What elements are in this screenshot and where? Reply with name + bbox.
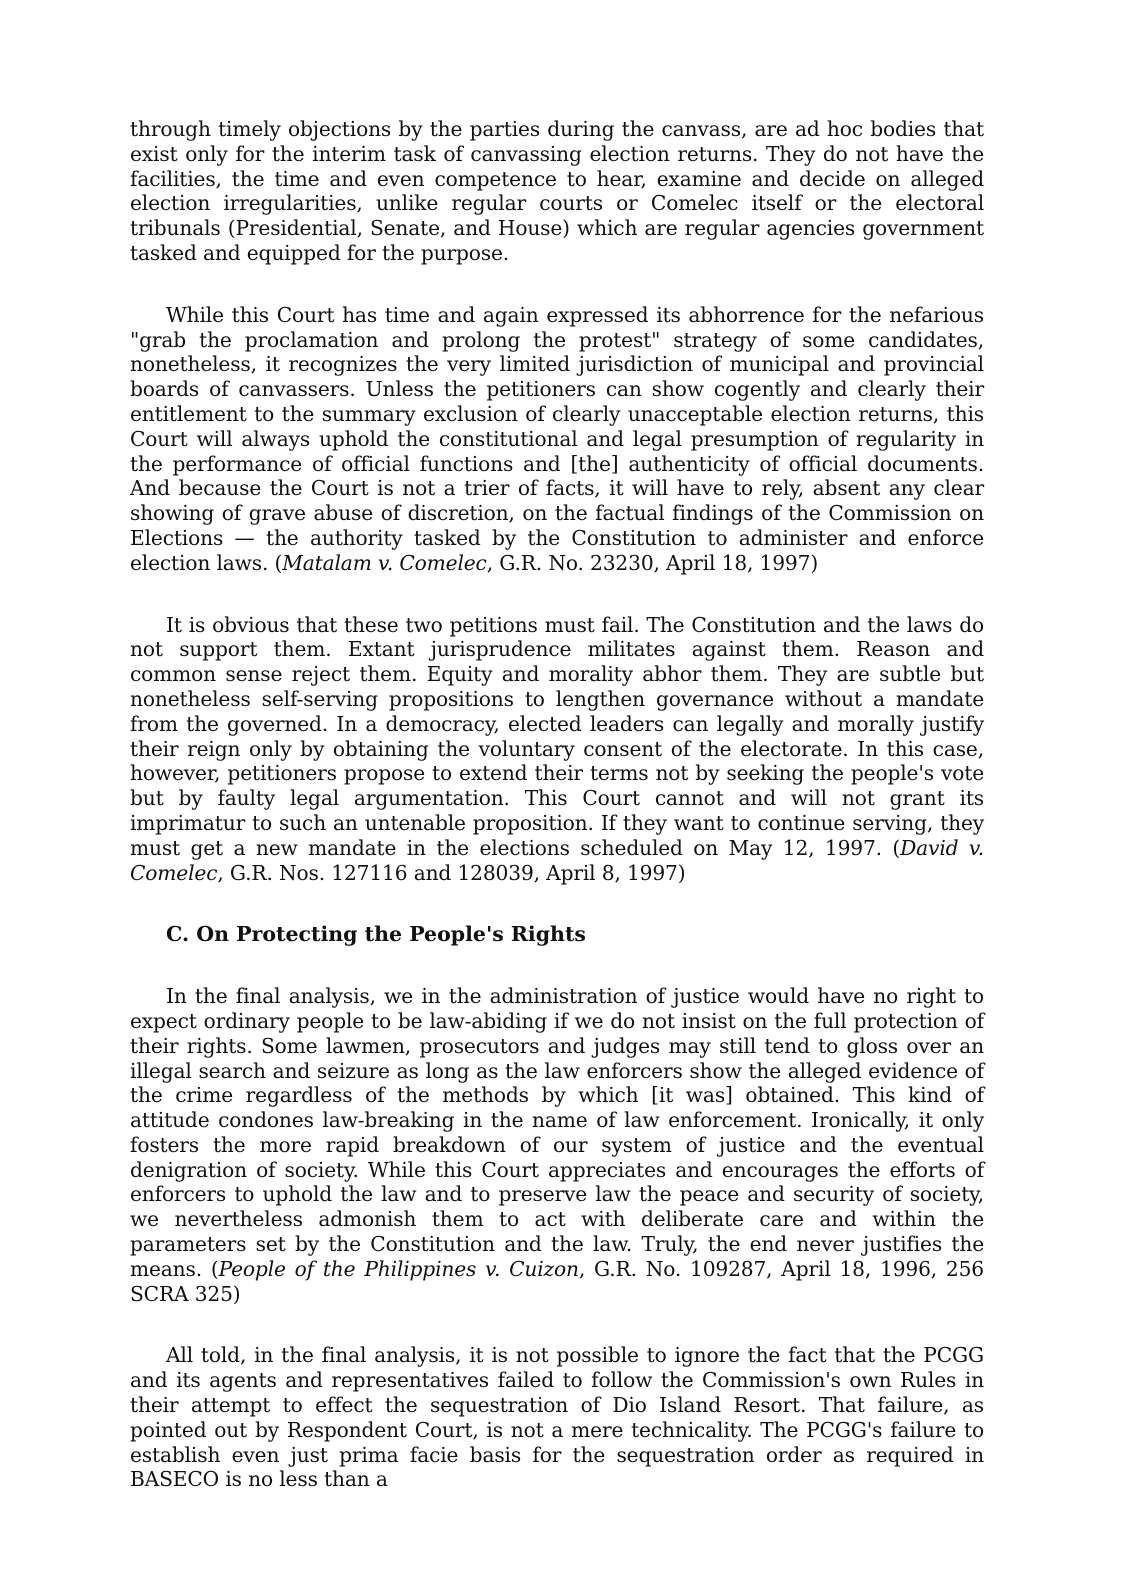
paragraph-5: All told, in the final analysis, it is not possible to ignore the fact that the PCGG and its agents and representatives failed to follow the Commission's own Rules in their attempt to effect the sequestration of Dio Island Resort. That failure, as pointed out by Respondent Court, is not a mere technicality. The PCGG's failure to establish even just prima facie basis for the sequestration order as required in BASECO is no less than a (130, 1343, 984, 1492)
paragraph-4-text: In the final analysis, we in the administration of justice would have no right to expect ordinary people to be law-abiding if we do not insist on the full protection of their rights. Some lawmen, prosecutors and judges may still tend to gloss over an illegal search and seizure as long as the law enforcers show the alleged evidence of the crime regardless of the methods by which [it was] obtained. This kind of attitude condones law-breaking in the name of law enforcement. Ironically, it only fosters the more rapid breakdown of our system of justice and the eventual denigration of society. While this Court appreciates and encourages the efforts of enforcers to uphold the law and to preserve law the peace and security of society, we nevertheless admonish them to act with deliberate care and within the parameters set by the Constitution and the law. Truly, the end never justifies the means. ( (130, 984, 984, 1281)
paragraph-2 (130, 303, 984, 576)
paragraph-3-cite: , G.R. Nos. 127116 and 128039, April 8, 1997) (217, 860, 686, 885)
paragraph-3 (130, 613, 984, 886)
section-heading: C. On Protecting the People's Rights (166, 922, 586, 947)
document-page (130, 117, 984, 1529)
paragraph-3-text: It is obvious that these two petitions must fail. The Constitution and the laws do not support them. Extant jurisprudence militates against them. Reason and common sense reject them. Equity and morality abhor them. They are subtle but nonetheless self-serving propositions to lengthen governance without a mandate from the governed. In a democracy, elected leaders can legally and morally justify their reign only by obtaining the voluntary consent of the electorate. In this case, however, petitioners propose to extend their terms not by seeking the people's vote but by faulty legal argumentation. This Court cannot and will not grant its imprimatur to such an untenable proposition. If they want to continue serving, they must get a new mandate in the elections scheduled on May 12, 1997. ( (130, 612, 984, 860)
paragraph-2-text: While this Court has time and again expressed its abhorrence for the nefarious "grab the proclamation and prolong the protest" strategy of some candidates, nonetheless, it recognizes the very limited jurisdiction of municipal and provincial boards of canvassers. Unless the petitioners can show cogently and clearly their entitlement to the summary exclusion of clearly unacceptable election returns, this Court will always uphold the constitutional and legal presumption of regularity in the performance of official functions and [the] authenticity of official documents. And because the Court is not a trier of facts, it will have to rely, absent any clear showing of grave abuse of discretion, on the factual findings of the Commission on Elections — the authority tasked by the Constitution to administer and enforce election laws. ( (130, 302, 984, 575)
paragraph-1: through timely objections by the parties during the canvass, are ad hoc bodies that exist only for the interim task of canvassing election returns. They do not have the facilities, the time and even competence to hear, examine and decide on alleged election irregularities, unlike regular courts or Comelec itself or the electoral tribunals (Presidential, Senate, and House) which are regular agencies government tasked and equipped for the purpose. (130, 117, 984, 265)
case-citation-cuizon: People of the Philippines v. Cuizon (218, 1256, 579, 1281)
case-citation-david: David v. Comelec (130, 835, 984, 885)
paragraph-4-cite: , G.R. No. 109287, April 18, 1996, 256 SCRA 325) (130, 1256, 984, 1306)
paragraph-4 (130, 984, 984, 1306)
case-citation-matalam: Matalam v. Comelec (282, 550, 487, 575)
paragraph-2-cite: , G.R. No. 23230, April 18, 1997) (486, 550, 819, 575)
